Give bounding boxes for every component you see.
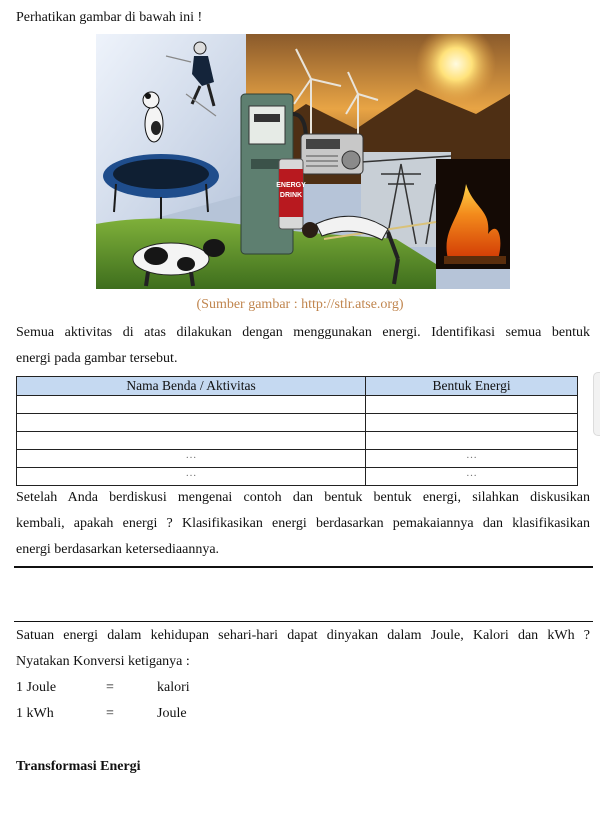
divider-line [14,566,593,568]
column-header-energy-form: Bentuk Energi [366,377,578,396]
table-cell[interactable] [17,432,366,450]
question-1-line-2: energi pada gambar tersebut. [16,351,178,366]
table-cell[interactable] [17,414,366,432]
table-header-row [17,377,578,396]
table-cell-ellipsis[interactable]: … [366,468,578,486]
question-3-line-2: Nyatakan Konversi ketiganya : [16,654,190,669]
conversion-1-left: 1 Joule [16,680,57,695]
conversion-1-equals: = [106,680,114,695]
scrollbar-thumb[interactable] [593,372,600,436]
table-cell-ellipsis[interactable]: … [17,468,366,486]
table-cell[interactable] [17,396,366,414]
table-row [17,450,578,468]
question-2-line-2: kembali, apakah energi ? Klasifikasikan energi berdasarkan pemakaiannya dan klasifikasikan [16,516,590,531]
can-label-energy: ENERGY [276,182,306,189]
table-row [17,468,578,486]
table-row [17,396,578,414]
divider-line [14,621,593,622]
table-cell-ellipsis[interactable]: … [17,450,366,468]
conversion-1-right: kalori [157,680,190,695]
image-caption: (Sumber gambar : http://stlr.atse.org) [196,297,404,312]
table-cell[interactable] [366,432,578,450]
question-1-line-1: Semua aktivitas di atas dilakukan dengan menggunakan energi. Identifikasi semua bentuk [16,325,590,340]
table-cell[interactable] [366,414,578,432]
conversion-2-right: Joule [157,706,187,721]
column-header-activity: Nama Benda / Aktivitas [17,377,366,396]
energy-collage-image [96,34,510,289]
table-row [17,432,578,450]
conversion-2-equals: = [106,706,114,721]
section-title: Transformasi Energi [16,759,141,774]
energy-identification-table [16,376,578,486]
question-2-line-1: Setelah Anda berdiskusi mengenai contoh dan bentuk bentuk energi, silahkan diskusikan [16,490,590,505]
question-3-line-1: Satuan energi dalam kehidupan sehari-hari dapat dinyakan dalam Joule, Kalori dan kWh ? [16,628,590,643]
table-cell[interactable] [366,396,578,414]
table-cell-ellipsis[interactable]: … [366,450,578,468]
conversion-2-left: 1 kWh [16,706,54,721]
question-2-line-3: energi berdasarkan ketersediaannya. [16,542,220,557]
table-row [17,414,578,432]
intro-text: Perhatikan gambar di bawah ini ! [16,10,203,25]
can-label-drink: DRINK [279,192,303,199]
